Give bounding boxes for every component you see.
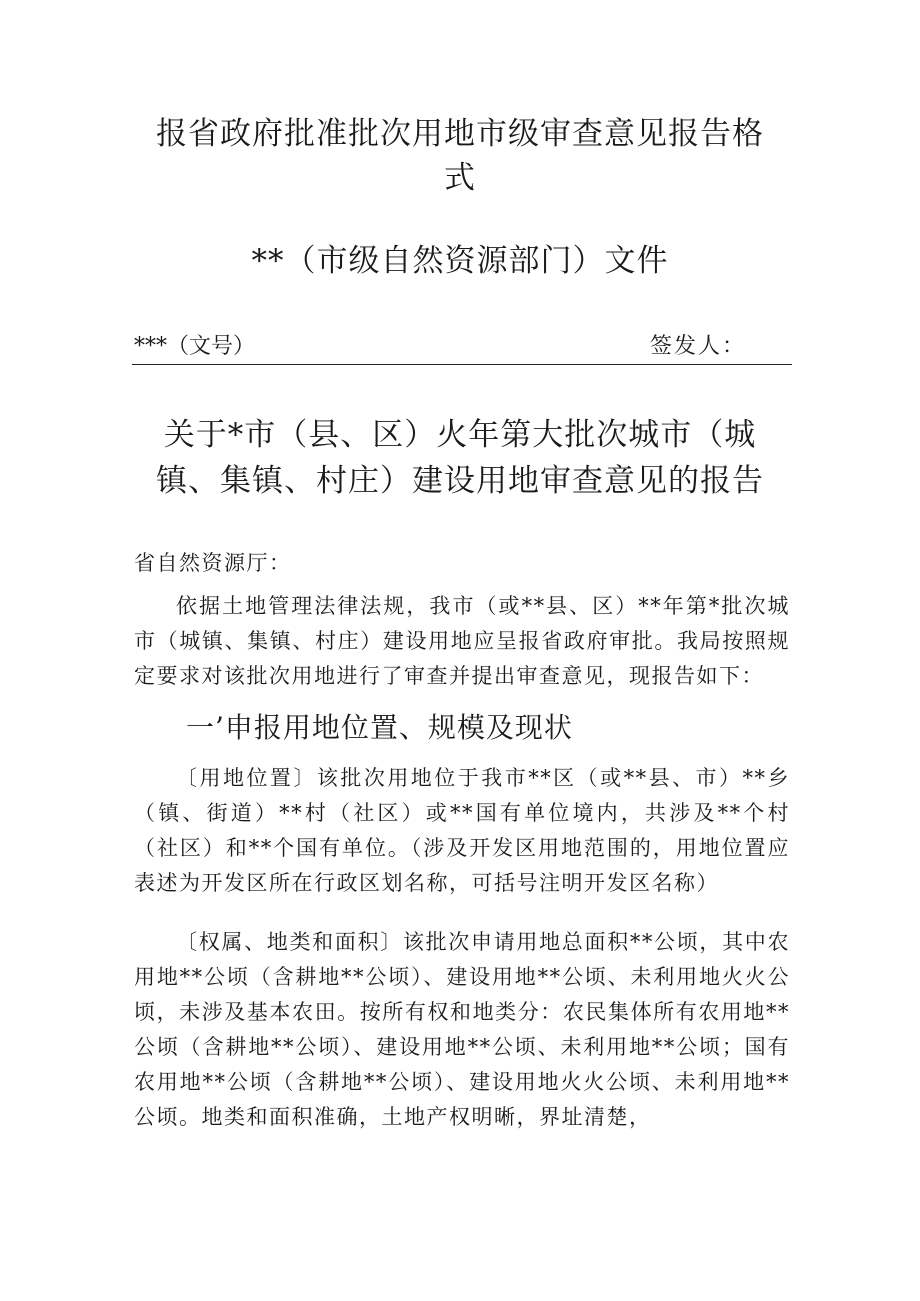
- intro-paragraph: 依据土地管理法律法规，我市（或**县、区）**年第*批次城市（城镇、集镇、村庄）建设用地应呈报省政府审批。我局按照规定要求对该批次用地进行了审查并提出审查意见，现报告如下：: [134, 594, 790, 688]
- document-title: 报省政府批准批次用地市级审查意见报告格式: [156, 116, 764, 196]
- document-number: ***（文号）: [134, 334, 256, 359]
- header-divider: [132, 364, 792, 365]
- report-title: 关于*市（县、区）火年第大批次城市（城镇、集镇、村庄）建设用地审查意见的报告: [156, 417, 764, 499]
- issuing-authority-header: **（市级自然资源部门）文件: [251, 243, 669, 279]
- signer-label: 签发人：: [650, 334, 747, 359]
- ownership-paragraph: 〔权属、地类和面积〕该批次申请用地总面积**公顷，其中农用地**公顷（含耕地**公顷）、建设用地**公顷、未利用地火火公顷，未涉及基本农田。按所有权和地类分：农民集体所有农用地**公顷（含耕地**公顷）、建设用地**公顷、未利用地**公顷；国有农用地**公顷（含耕地**公顷）、建设用地火火公顷、未利用地**公顷。地类和面积准确，土地产权明晰，界址清楚，: [134, 930, 790, 1129]
- salutation: 省自然资源厅：: [134, 551, 292, 575]
- section-heading-1: 一’申报用地位置、规模及现状: [186, 711, 573, 744]
- document-meta-row: [132, 332, 792, 366]
- location-paragraph: 〔用地位置〕该批次用地位于我市**区（或**县、市）**乡（镇、街道）**村（社区）或**国有单位境内，共涉及**个村（社区）和**个国有单位。（涉及开发区用地范围的，用地位置应表述为开发区所在行政区划名称，可括号注明开发区名称）: [134, 766, 790, 895]
